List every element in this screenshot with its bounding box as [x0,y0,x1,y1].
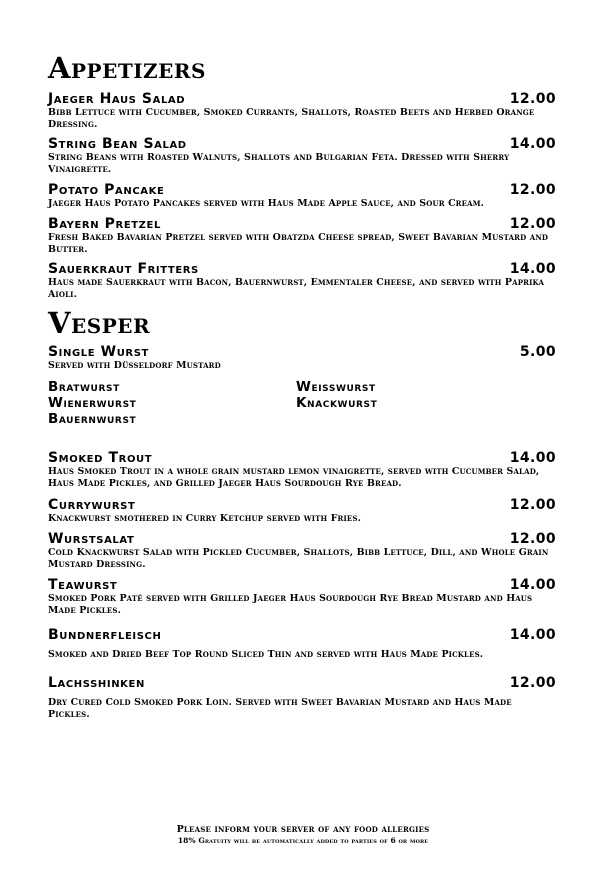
item-price: 12.00 [509,182,556,198]
item-price: 14.00 [509,136,556,152]
gratuity-notice: 18% Gratuity will be automatically added to parties of 6 or more [177,836,429,845]
item-description: String Beans with Roasted Walnuts, Shallots and Bulgarian Feta. Dressed with Sherry Vinaigrette. [48,152,510,175]
item-price: 12.00 [509,531,556,547]
menu-item-currywurst [48,498,556,525]
item-description: Fresh Baked Bavarian Pretzel served with Obatzda Cheese spread, Sweet Bavarian Mustard and Butter. [48,232,549,255]
item-description: Smoked Pork Paté served with Grilled Jaeger Haus Sourdough Rye Bread Mustard and Haus Made Pickles. [48,593,533,616]
item-price: 12.00 [509,216,556,232]
wurst-option: Knackwurst [296,395,378,411]
wurst-option: Weisswurst [296,379,376,395]
appetizers-heading: Appetizers [48,51,206,85]
item-description: Cold Knackwurst Salad with Pickled Cucumber, Shallots, Bibb Lettuce, Dill, and Whole Grain Mustard Dressing. [48,547,549,570]
item-description: Knackwurst smothered in Curry Ketchup served with Fries. [48,513,362,524]
wurst-option: Bauernwurst [48,411,137,427]
item-price: 14.00 [509,627,556,643]
item-description: Dry Cured Cold Smoked Pork Loin. Served with Sweet Bavarian Mustard and Haus Made Pickles. [48,697,512,720]
item-name: Bundnerfleisch [48,627,162,643]
item-price: 12.00 [509,91,556,107]
item-name: Teawurst [48,577,118,593]
menu-item-teawurst [48,578,556,617]
item-name: Smoked Trout [48,450,153,466]
item-description: Smoked and Dried Beef Top Round Sliced Thin and served with Haus Made Pickles. [48,649,484,660]
allergy-notice: Please inform your server of any food allergies [176,824,430,835]
item-price: 14.00 [509,450,556,466]
item-name: Single Wurst [48,344,149,360]
menu-item-jaeger-haus-salad [48,92,556,131]
menu-item-string-bean-salad [48,137,556,176]
item-price: 12.00 [509,497,556,513]
menu-item-single-wurst [48,345,556,372]
item-price: 5.00 [519,344,556,360]
item-name: Bayern Pretzel [48,216,161,232]
item-name: Sauerkraut Fritters [48,261,199,277]
wurst-option: Wienerwurst [48,395,137,411]
item-description: Haus Smoked Trout in a whole grain mustard lemon vinaigrette, served with Cucumber Salad, Haus Made Pickles, and Grilled Jaeger Haus Sourdough Rye Bread. [48,466,540,489]
wurst-option: Bratwurst [48,379,120,395]
item-name: Wurstsalat [48,531,135,547]
item-name: String Bean Salad [48,136,187,152]
menu-item-lachsshinken [48,676,556,721]
item-description: Jaeger Haus Potato Pancakes served with Haus Made Apple Sauce, and Sour Cream. [48,198,485,209]
item-price: 14.00 [509,261,556,277]
item-description: Served with Düsseldorf Mustard [48,360,221,371]
item-name: Jaeger Haus Salad [48,91,186,107]
menu-item-potato-pancake [48,183,556,210]
item-name: Currywurst [48,497,136,513]
item-description: Haus made Sauerkraut with Bacon, Bauernwurst, Emmentaler Cheese, and served with Paprika Aioli. [48,277,545,300]
menu-item-wurstsalat [48,532,556,571]
menu-item-bayern-pretzel [48,217,556,256]
menu-item-bundnerfleisch [48,628,556,661]
menu-item-smoked-trout [48,451,556,490]
vesper-heading: Vesper [48,306,151,340]
item-description: Bibb Lettuce with Cucumber, Smoked Currants, Shallots, Roasted Beets and Herbed Orange Dressing. [48,107,535,130]
item-name: Lachsshinken [48,675,145,691]
item-price: 12.00 [509,675,556,691]
item-price: 14.00 [509,577,556,593]
menu-item-sauerkraut-fritters [48,262,556,301]
item-name: Potato Pancake [48,182,165,198]
